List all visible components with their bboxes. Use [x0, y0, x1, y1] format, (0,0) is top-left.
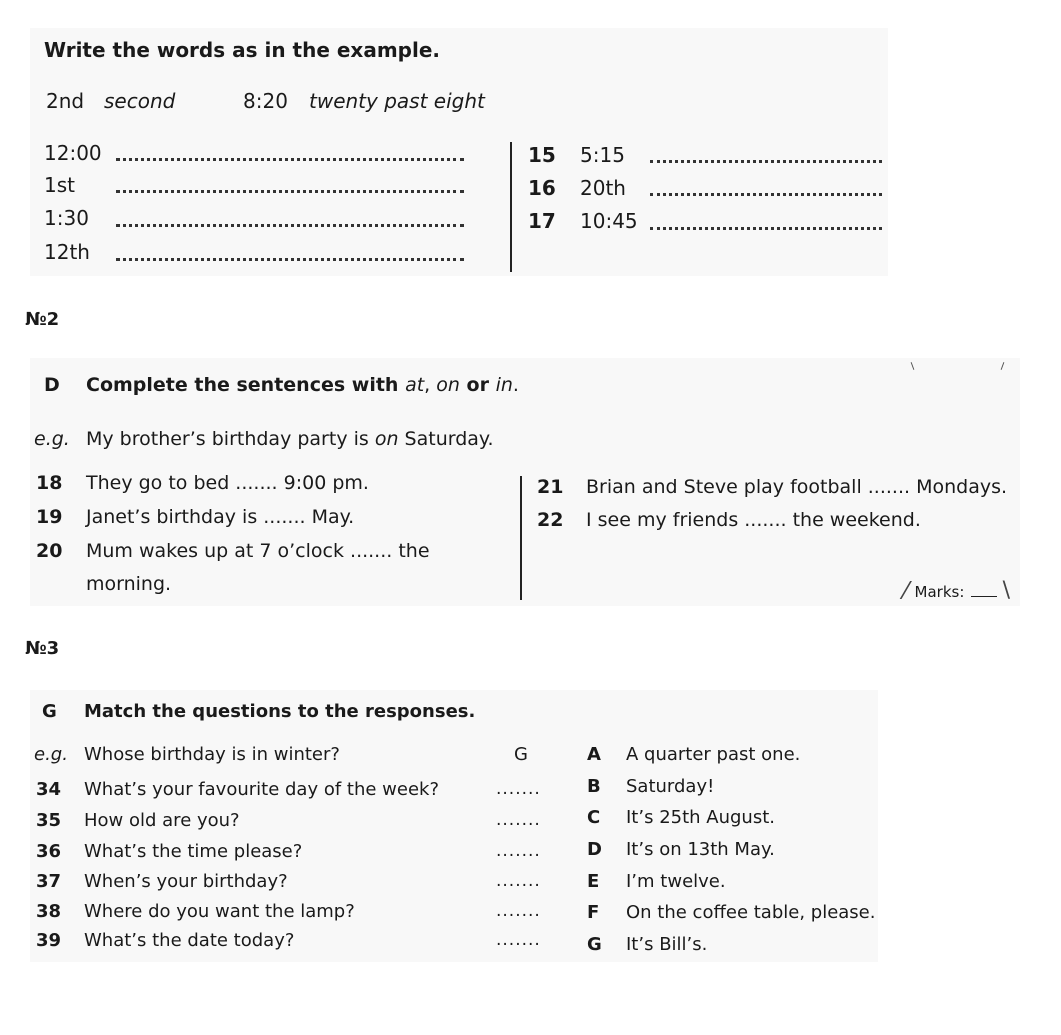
response-letter: G [587, 934, 602, 955]
marks-box: / Marks: \ [898, 578, 1010, 603]
example-word-2: twenty past eight [309, 89, 485, 113]
column-divider [520, 476, 522, 600]
ex1-item-label: 12:00 [44, 141, 102, 165]
example-num-1: 2nd [46, 89, 85, 113]
answer-blank[interactable]: ....... [496, 930, 541, 950]
exercise-1-instruction: Write the words as in the example. [44, 38, 440, 62]
ex1-answer-blank[interactable] [650, 160, 882, 163]
response-letter: E [587, 871, 600, 892]
question-number: 20 [36, 540, 63, 562]
example-answer: G [514, 744, 528, 765]
question-text: What’s your favourite day of the week? [84, 779, 440, 800]
exercise-1-panel [30, 28, 888, 276]
word-at: at [405, 374, 425, 396]
question-number: 35 [36, 810, 62, 831]
response-text: A quarter past one. [626, 744, 801, 765]
question-number: 19 [36, 506, 63, 528]
question-number: 34 [36, 779, 62, 800]
ex1-answer-blank[interactable] [116, 190, 464, 193]
question-number: 39 [36, 930, 62, 951]
answer-blank[interactable]: ....... [496, 779, 541, 799]
example-question: Whose birthday is in winter? [84, 744, 340, 765]
question-number: 36 [36, 841, 62, 862]
eg-label: e.g. [34, 428, 70, 450]
question-number: 18 [36, 472, 63, 494]
question-number: 22 [537, 509, 564, 531]
question-text: Where do you want the lamp? [84, 901, 355, 922]
ex1-item-label: 5:15 [580, 143, 625, 167]
section-label-2: №2 [25, 309, 60, 330]
answer-blank[interactable]: ....... [496, 841, 541, 861]
marks-label: Marks: [914, 583, 965, 601]
ex1-item-number: 16 [528, 176, 556, 200]
ex1-item-label: 12th [44, 240, 90, 264]
eg-label: e.g. [34, 744, 68, 765]
question-text: Brian and Steve play football ....... Mondays. [586, 476, 1008, 498]
answer-blank[interactable]: ....... [496, 810, 541, 830]
response-text: It’s on 13th May. [626, 839, 775, 860]
response-letter: D [587, 839, 602, 860]
response-letter: C [587, 807, 601, 828]
ex1-answer-blank[interactable] [650, 227, 882, 230]
exercise-3-instruction: Match the questions to the responses. [84, 701, 476, 722]
response-letter: F [587, 902, 600, 923]
instruction-or: or [459, 374, 496, 396]
exercise-2-instruction [86, 374, 519, 396]
ex1-item-label: 10:45 [580, 209, 638, 233]
question-text: Mum wakes up at 7 o’clock ....... the [86, 540, 430, 562]
answer-blank[interactable]: ....... [496, 901, 541, 921]
ex1-item-number: 15 [528, 143, 556, 167]
marks-blank[interactable] [971, 596, 997, 597]
example-pre: My brother’s birthday party is [86, 428, 375, 450]
answer-blank[interactable]: ....... [496, 871, 541, 891]
example-post: Saturday. [398, 428, 494, 450]
ex1-answer-blank[interactable] [116, 158, 464, 161]
ex1-answer-blank[interactable] [116, 224, 464, 227]
ex1-item-label: 1st [44, 173, 75, 197]
instruction-text: Complete the sentences with [86, 374, 406, 396]
section-label-3: №3 [25, 638, 60, 659]
word-in: in [495, 374, 513, 396]
response-text: Saturday! [626, 776, 715, 797]
response-letter: B [587, 776, 601, 797]
ex1-item-number: 17 [528, 209, 556, 233]
question-text: How old are you? [84, 810, 240, 831]
example-word-1: second [104, 89, 176, 113]
question-text: What’s the date today? [84, 930, 295, 951]
response-text: On the coffee table, please. [626, 902, 876, 923]
response-text: I’m twelve. [626, 871, 726, 892]
response-text: It’s Bill’s. [626, 934, 708, 955]
exercise-2-letter: D [44, 374, 60, 396]
example-num-2: 8:20 [243, 89, 288, 113]
question-text: What’s the time please? [84, 841, 303, 862]
instruction-period: . [512, 374, 519, 396]
question-number: 37 [36, 871, 62, 892]
question-number: 21 [537, 476, 564, 498]
column-divider [510, 142, 512, 272]
exercise-3-letter: G [42, 701, 57, 722]
question-text: I see my friends ....... the weekend. [586, 509, 921, 531]
response-text: It’s 25th August. [626, 807, 775, 828]
question-text: Janet’s birthday is ....... May. [86, 506, 355, 528]
example-sentence [86, 428, 494, 450]
response-letter: A [587, 744, 601, 765]
ex1-item-label: 20th [580, 176, 626, 200]
instruction-sep: , [424, 374, 437, 396]
ex1-item-label: 1:30 [44, 206, 89, 230]
ex1-answer-blank[interactable] [650, 193, 882, 196]
ex1-answer-blank[interactable] [116, 258, 464, 261]
question-number: 38 [36, 901, 62, 922]
question-text: When’s your birthday? [84, 871, 288, 892]
question-text-continued: morning. [86, 573, 172, 595]
question-text: They go to bed ....... 9:00 pm. [86, 472, 369, 494]
example-answer: on [374, 428, 399, 450]
word-on: on [436, 374, 460, 396]
